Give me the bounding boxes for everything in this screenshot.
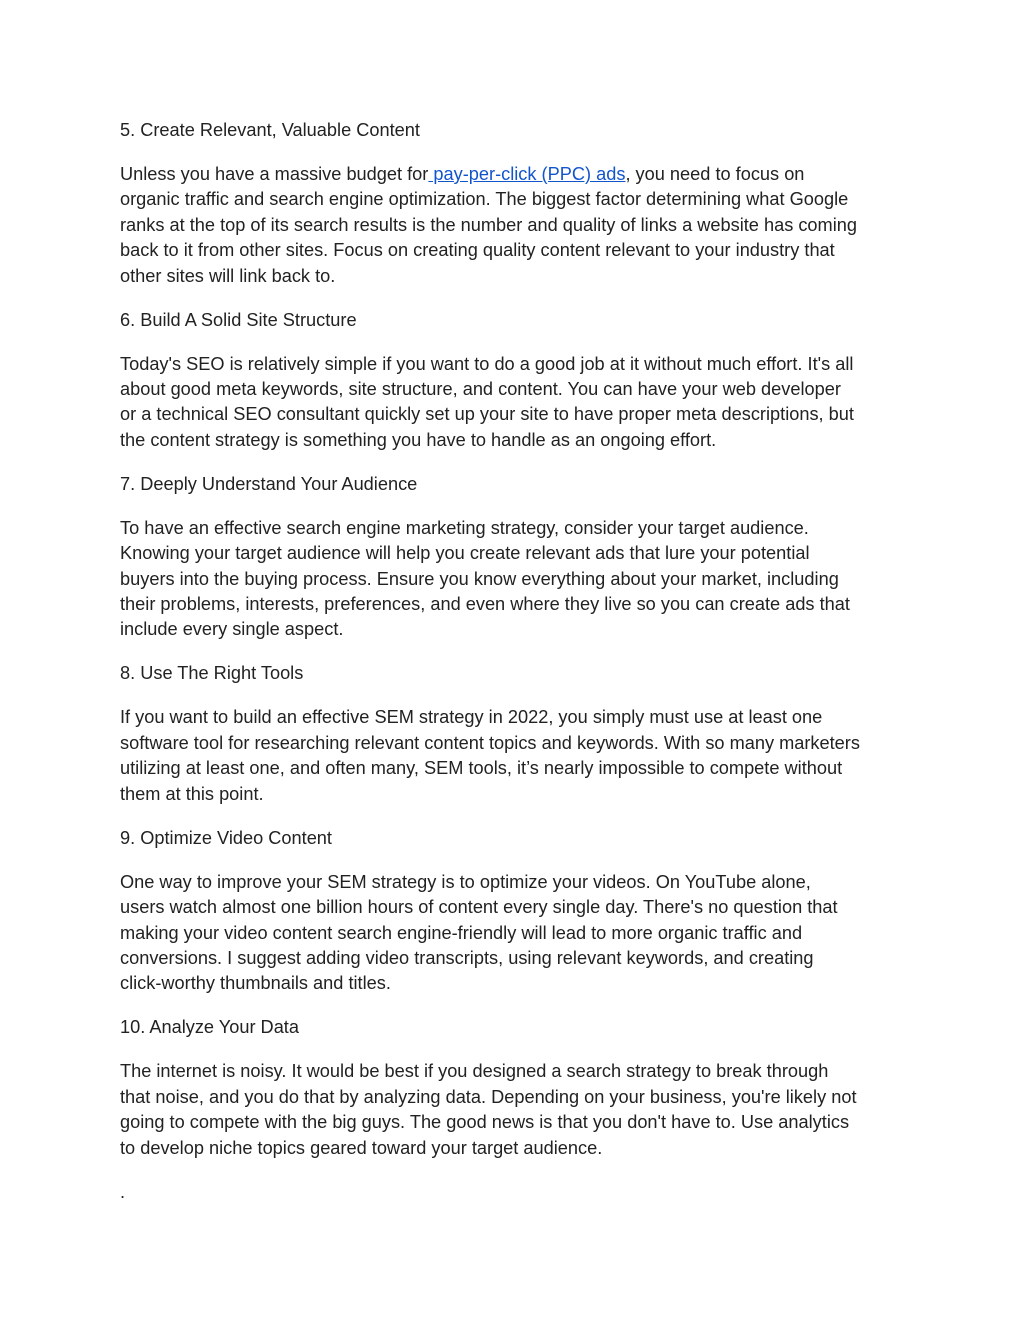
body-line (120, 162, 920, 187)
trailing-dot: . (120, 1181, 126, 1202)
body-line: their problems, interests, preferences, and even where they live so you can create ads that (120, 594, 850, 615)
body-line: back to it from other sites. Focus on creating quality content relevant to your industry that (120, 240, 835, 261)
section-heading-5: 5. Create Relevant, Valuable Content (120, 120, 420, 140)
body-text-before-link: Unless you have a massive budget for (120, 164, 429, 184)
body-line: making your video content search engine-friendly will lead to more organic traffic and (120, 922, 803, 943)
body-line: conversions. I suggest adding video transcripts, using relevant keywords, and creating (120, 947, 814, 968)
body-line: users watch almost one billion hours of content every single day. There's no question that (120, 897, 838, 918)
body-line: about good meta keywords, site structure, and content. You can have your web developer (120, 379, 841, 400)
body-line: other sites will link back to. (120, 265, 336, 286)
section-body-7 (120, 516, 920, 643)
section-body-5 (120, 162, 920, 289)
body-line: One way to improve your SEM strategy is to optimize your videos. On YouTube alone, (120, 871, 811, 892)
body-line: The internet is noisy. It would be best if you designed a search strategy to break through (120, 1061, 829, 1082)
section-heading-10: 10. Analyze Your Data (120, 1017, 299, 1038)
body-line: or a technical SEO consultant quickly set up your site to have proper meta descriptions, but (120, 404, 854, 425)
body-line: buyers into the buying process. Ensure you know everything about your market, including (120, 568, 839, 589)
body-line: ranks at the top of its search results is the number and quality of links a website has coming (120, 214, 857, 235)
section-heading-6: 6. Build A Solid Site Structure (120, 309, 357, 330)
body-line: utilizing at least one, and often many, SEM tools, it’s nearly impossible to compete without (120, 758, 843, 779)
body-line: include every single aspect. (120, 619, 344, 640)
body-text-after-link: , you need to focus on (625, 164, 805, 184)
body-line: to develop niche topics geared toward your target audience. (120, 1137, 603, 1158)
body-line: software tool for researching relevant content topics and keywords. With so many marketers (120, 732, 860, 753)
body-line: Today's SEO is relatively simple if you want to do a good job at it without much effort. It's all (120, 353, 854, 374)
body-line: the content strategy is something you have to handle as an ongoing effort. (120, 429, 717, 450)
section-body-10 (120, 1059, 920, 1161)
document-page (120, 118, 920, 1224)
section-heading-9: 9. Optimize Video Content (120, 827, 332, 848)
section-body-8 (120, 705, 920, 807)
ppc-ads-link[interactable]: pay-per-click (PPC) ads (428, 164, 626, 184)
body-line: them at this point. (120, 783, 264, 804)
section-heading-8: 8. Use The Right Tools (120, 663, 304, 684)
section-body-9 (120, 870, 920, 997)
body-line: If you want to build an effective SEM strategy in 2022, you simply must use at least one (120, 707, 823, 728)
body-line: that noise, and you do that by analyzing data. Depending on your business, you're likely not (120, 1086, 857, 1107)
body-line: click-worthy thumbnails and titles. (120, 973, 391, 994)
section-body-6 (120, 352, 920, 454)
body-line: organic traffic and search engine optimization. The biggest factor determining what Google (120, 189, 849, 210)
body-line: To have an effective search engine marketing strategy, consider your target audience. (120, 517, 809, 538)
body-line: Knowing your target audience will help you create relevant ads that lure your potential (120, 543, 810, 564)
body-line: going to compete with the big guys. The good news is that you don't have to. Use analytics (120, 1112, 850, 1133)
section-heading-7: 7. Deeply Understand Your Audience (120, 473, 418, 494)
